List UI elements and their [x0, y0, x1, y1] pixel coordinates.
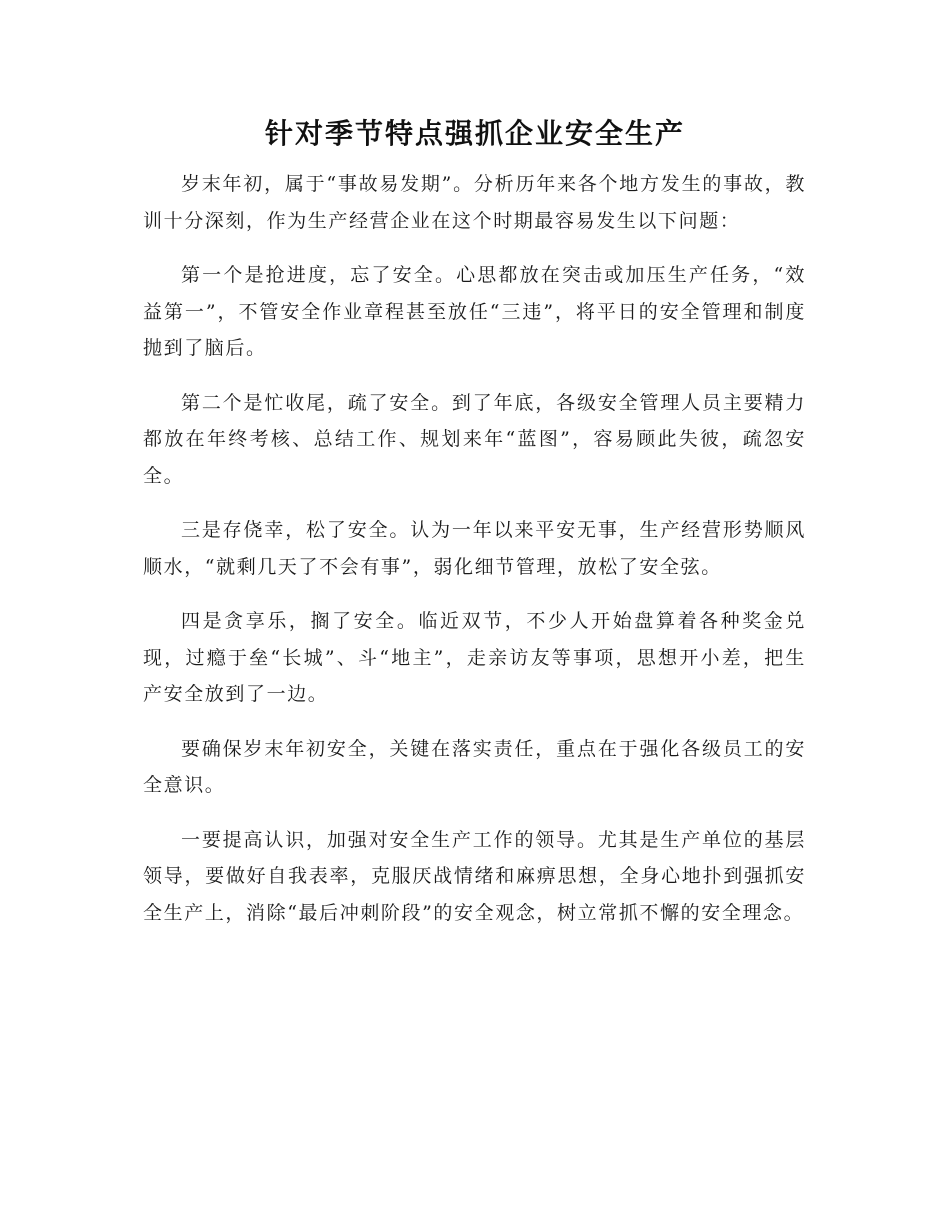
paragraph-issue-1: 第一个是抢进度，忘了安全。心思都放在突击或加压生产任务，“效益第一”，不管安全作业章程甚至放任“三违”，将平日的安全管理和制度抛到了脑后。 [143, 264, 806, 359]
paragraph-key-point: 要确保岁末年初安全，关键在落实责任，重点在于强化各级员工的安全意识。 [143, 737, 806, 796]
paragraph-issue-2: 第二个是忙收尾，疏了安全。到了年底，各级安全管理人员主要精力都放在年终考核、总结工作、规划来年“蓝图”，容易顾此失彼，疏忽安全。 [143, 391, 806, 487]
paragraph-measure-1: 一要提高认识，加强对安全生产工作的领导。尤其是生产单位的基层领导，要做好自我表率，克服厌战情绪和麻痹思想，全身心地扑到强抓安全生产上，消除“最后冲刺阶段”的安全观念，树立常抓不懈的安全理念。 [143, 828, 806, 924]
paragraph-intro: 岁末年初，属于“事故易发期”。分析历年来各个地方发生的事故，教训十分深刻，作为生产经营企业在这个时期最容易发生以下问题： [143, 173, 806, 232]
paragraph-issue-4: 四是贪享乐，搁了安全。临近双节，不少人开始盘算着各种奖金兑现，过瘾于垒“长城”、斗“地主”，走亲访友等事项，思想开小差，把生产安全放到了一边。 [143, 610, 806, 705]
document-body [143, 166, 806, 949]
paragraph-issue-3: 三是存侥幸，松了安全。认为一年以来平安无事，生产经营形势顺风顺水，“就剩几天了不会有事”，弱化细节管理，放松了安全弦。 [143, 519, 806, 578]
document-title: 针对季节特点强抓企业安全生产 [264, 117, 685, 150]
